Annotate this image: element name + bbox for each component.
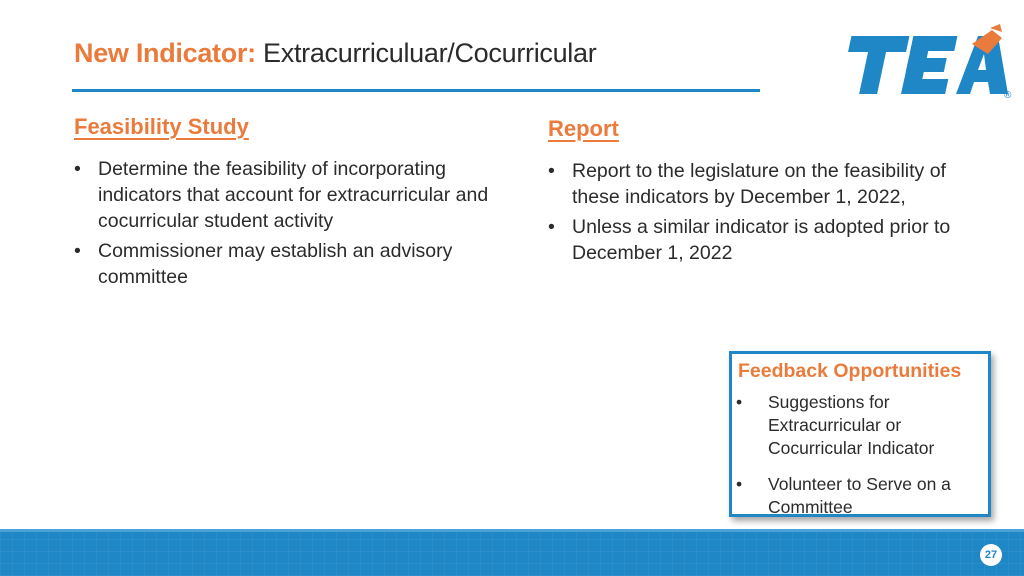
feasibility-bullet-text: Commissioner may establish an advisory committee xyxy=(98,240,453,288)
list-item xyxy=(736,473,988,519)
feedback-bullet-text: Volunteer to Serve on a Committee xyxy=(768,474,951,517)
title-divider xyxy=(72,89,760,92)
bullet-icon: • xyxy=(736,392,743,412)
slide-title xyxy=(74,38,596,69)
list-item xyxy=(736,391,988,460)
logo-registered-mark: ® xyxy=(1004,90,1012,101)
footer-bar xyxy=(0,532,1024,576)
bullet-icon: • xyxy=(74,240,81,262)
feasibility-bullet-list xyxy=(74,156,534,294)
list-item xyxy=(548,158,998,210)
page-number: 27 xyxy=(980,544,1002,566)
feasibility-bullet-text: Determine the feasibility of incorporating indicators that account for extracurricular and cocurricular student activity xyxy=(98,158,489,232)
logo-letter-e-top xyxy=(910,36,957,51)
tea-logo xyxy=(832,24,1016,104)
report-heading: Report xyxy=(548,116,619,141)
report-bullet-text: Unless a similar indicator is adopted prior to December 1, 2022 xyxy=(572,216,951,264)
feedback-bullet-text: Suggestions for Extracurricular or Cocurricular Indicator xyxy=(768,392,935,458)
list-item xyxy=(74,156,534,234)
feasibility-heading: Feasibility Study xyxy=(74,114,249,139)
slide-title-rest: Extracurriculuar/Cocurricular xyxy=(255,38,597,68)
bullet-icon: • xyxy=(736,474,743,494)
bullet-icon: • xyxy=(74,158,81,180)
feedback-bullet-list xyxy=(736,391,988,532)
logo-letter-e-bottom xyxy=(901,79,948,94)
feedback-opportunities-box xyxy=(729,351,991,517)
feedback-heading: Feedback Opportunities xyxy=(738,360,962,382)
list-item xyxy=(74,238,534,290)
list-item xyxy=(548,214,998,266)
bullet-icon: • xyxy=(548,160,555,182)
report-bullet-list xyxy=(548,158,998,270)
report-bullet-text: Report to the legislature on the feasibility of these indicators by December 1, 2022, xyxy=(572,160,946,208)
slide-title-lead: New Indicator: xyxy=(74,38,256,68)
bullet-icon: • xyxy=(548,216,555,238)
logo-letter-e-mid xyxy=(906,58,947,72)
